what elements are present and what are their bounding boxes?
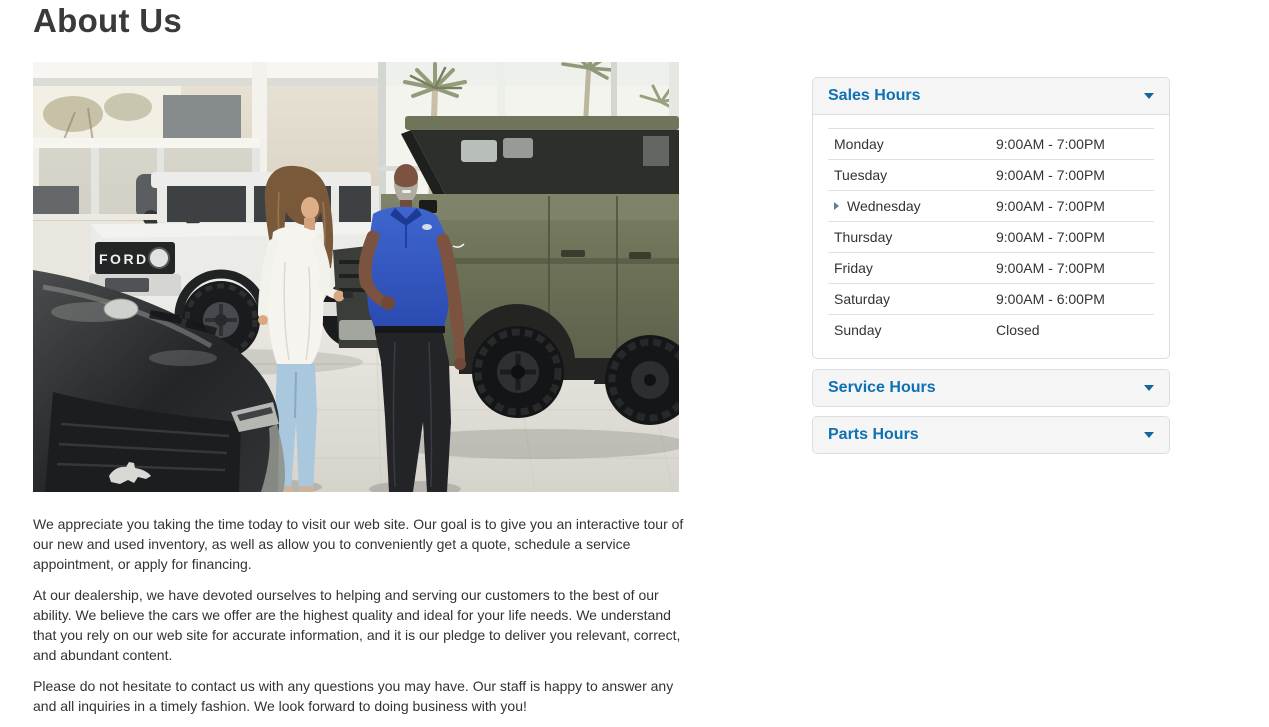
hours-row-saturday bbox=[828, 284, 1154, 315]
about-paragraph-2: At our dealership, we have devoted ourselves to helping and serving our customers to the best of our ability. We believe the cars we offer are the highest quality and ideal for your life needs. We understand that you rely on our web site for accurate information, and it is our pledge to deliver you relevant, correct, and abundant content. bbox=[33, 587, 681, 663]
showroom-photo-illustration bbox=[33, 62, 679, 492]
time-label: 9:00AM - 7:00PM bbox=[996, 229, 1105, 245]
sales-hours-title: Sales Hours bbox=[828, 87, 921, 104]
hours-row-thursday bbox=[828, 222, 1154, 253]
day-label: Monday bbox=[834, 136, 884, 152]
sales-hours-body bbox=[813, 115, 1169, 358]
hours-row-sunday bbox=[828, 315, 1154, 345]
parts-hours-title: Parts Hours bbox=[828, 426, 919, 443]
hours-row-friday bbox=[828, 253, 1154, 284]
parts-hours-panel bbox=[812, 416, 1170, 454]
about-paragraph-3: Please do not hesitate to contact us with any questions you may have. Our staff is happy to answer any and all inquiries in a timely fashion. We look forward to doing business with you! bbox=[33, 678, 674, 714]
hours-row-monday bbox=[828, 129, 1154, 160]
bronco-grille-text: FORD bbox=[99, 251, 149, 267]
day-label: Sunday bbox=[834, 322, 882, 338]
service-hours-header[interactable] bbox=[813, 370, 1169, 406]
sales-hours-table bbox=[828, 128, 1154, 345]
time-label: 9:00AM - 7:00PM bbox=[996, 260, 1105, 276]
showroom-photo bbox=[33, 62, 679, 492]
hours-column bbox=[812, 77, 1170, 454]
day-label: Thursday bbox=[834, 229, 893, 245]
caret-down-icon bbox=[1144, 432, 1154, 438]
time-label: 9:00AM - 7:00PM bbox=[996, 198, 1105, 214]
today-marker-icon bbox=[834, 202, 839, 210]
about-paragraph-1: We appreciate you taking the time today to visit our web site. Our goal is to give you an interactive tour of our new and used inventory, as well as allow you to conveniently get a quote, schedule a service appointment, or apply for financing. bbox=[33, 516, 684, 572]
sales-hours-panel bbox=[812, 77, 1170, 359]
day-label: Friday bbox=[834, 260, 873, 276]
service-hours-title: Service Hours bbox=[828, 379, 936, 396]
time-label: 9:00AM - 7:00PM bbox=[996, 136, 1105, 152]
page-title: About Us bbox=[33, 2, 183, 39]
day-label: Wednesday bbox=[847, 198, 921, 214]
time-label: Closed bbox=[996, 322, 1040, 338]
hours-row-tuesday bbox=[828, 160, 1154, 191]
sales-hours-header[interactable] bbox=[813, 78, 1169, 115]
time-label: 9:00AM - 7:00PM bbox=[996, 167, 1105, 183]
time-label: 9:00AM - 6:00PM bbox=[996, 291, 1105, 307]
hours-row-wednesday bbox=[828, 191, 1154, 222]
day-label: Saturday bbox=[834, 291, 891, 307]
day-label: Tuesday bbox=[834, 167, 888, 183]
caret-down-icon bbox=[1144, 93, 1154, 99]
parts-hours-header[interactable] bbox=[813, 417, 1169, 453]
caret-down-icon bbox=[1144, 385, 1154, 391]
service-hours-panel bbox=[812, 369, 1170, 407]
about-text bbox=[33, 514, 689, 727]
